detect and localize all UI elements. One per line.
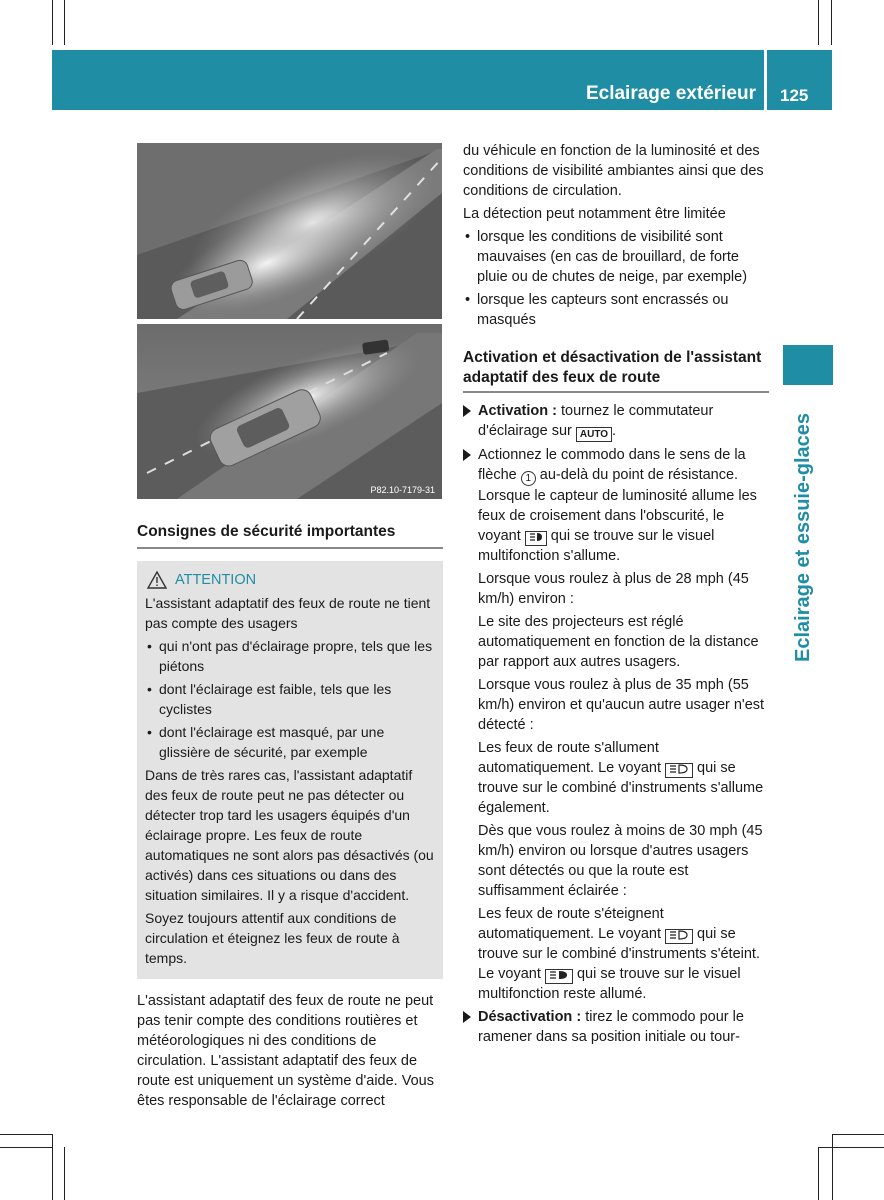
side-tab-label: Eclairage et essuie-glaces (792, 412, 814, 662)
crop-mark (818, 1147, 884, 1148)
body-paragraph: du véhicule en fonction de la luminosité et des conditions de visibilité ambiantes ainsi que des conditions de circulation. (463, 143, 764, 199)
step-label: Désactivation : (478, 1009, 582, 1025)
step-stalk (463, 445, 769, 566)
warning-bullet: • dont l'éclairage est faible, tels que les cyclistes (145, 679, 435, 719)
adaptive-high-beam-icon (525, 531, 547, 546)
crop-mark (52, 1134, 53, 1200)
side-tab-marker (783, 345, 833, 385)
body-paragraph: Lorsque vous roulez à plus de 28 mph (45 km/h) environ : (478, 571, 749, 607)
text-span: qui se trouve sur le combiné d'instruments s'éteint. Le voyant (478, 926, 760, 982)
body-paragraph: Dès que vous roulez à moins de 30 mph (45 km/h) environ ou lorsque d'autres usagers sont détectés ou que la route est suffisamment éclairée : (478, 823, 763, 899)
callout-number: 1 (521, 471, 536, 486)
crop-mark (818, 1147, 819, 1200)
warning-paragraph: Soyez toujours attentif aux conditions de circulation et éteignez les feux de route à temps. (145, 910, 400, 966)
high-beam-icon (665, 929, 693, 944)
page-title: Eclairage extérieur (585, 83, 756, 104)
top-scene (137, 143, 442, 335)
right-column (463, 141, 769, 1050)
warning-bullet: • dont l'éclairage est masqué, par une glissière de sécurité, par exemple (145, 722, 435, 762)
body-paragraph (463, 904, 769, 1004)
header-bar (52, 50, 832, 110)
crop-mark (64, 1147, 65, 1200)
crop-mark (0, 1147, 52, 1148)
text-span: qui se trouve sur le visuel multifonction reste allumé. (478, 966, 741, 1002)
warning-bullet: • qui n'ont pas d'éclairage propre, tels que les piétons (145, 636, 435, 676)
high-beam-icon (665, 763, 693, 778)
left-column (137, 522, 443, 1111)
adaptive-high-beam-icon (545, 969, 573, 984)
adaptive-high-beam-illustration (137, 143, 442, 499)
crop-mark (831, 0, 832, 45)
step-deactivation (463, 1007, 769, 1047)
illustration-code: P82.10-7179-31 (370, 485, 435, 495)
page-number: 125 (780, 86, 809, 105)
crop-mark (64, 0, 65, 45)
crop-mark (818, 0, 819, 45)
warning-box (137, 561, 443, 979)
body-paragraph: Le site des projecteurs est réglé automatiquement en fonction de la distance par rapport aux autres usagers. (478, 614, 759, 670)
warning-triangle-icon (147, 571, 167, 589)
step-text: Actionnez le commodo dans le sens de la flèche (478, 447, 746, 483)
bottom-scene (137, 316, 442, 499)
crop-mark (0, 1134, 52, 1135)
text-span: qui se trouve sur le combiné d'instruments s'allume également. (478, 760, 764, 816)
section-heading: Consignes de sécurité importantes (137, 522, 443, 549)
step-arrow-icon (463, 1011, 471, 1023)
auto-symbol: AUTO (576, 427, 612, 442)
header-divider (764, 50, 767, 110)
crop-mark (832, 1134, 833, 1200)
crop-mark (52, 0, 53, 45)
warning-label: ATTENTION (175, 572, 257, 588)
section-heading: Activation et désactivation de l'assistant adaptatif des feux de route (463, 348, 769, 393)
crop-mark (832, 1134, 884, 1135)
body-paragraph (463, 738, 769, 818)
step-arrow-icon (463, 405, 471, 417)
warning-intro: L'assistant adaptatif des feux de route ne tient pas compte des usagers (145, 595, 431, 631)
body-paragraph: L'assistant adaptatif des feux de route ne peut pas tenir compte des conditions routières et météorologiques ni des conditions de circulation. L'assistant adaptatif des feux de route est uniquement un système d'aide. Vous êtes responsable de l'éclairage correct (137, 993, 434, 1109)
step-text: qui se trouve sur le visuel multifonction s'allume. (478, 528, 715, 564)
step-text: au-delà du point de résistance. Lorsque le capteur de luminosité allume les feux de croisement dans l'obscurité, le voyant (478, 467, 757, 544)
list-item: • lorsque les conditions de visibilité sont mauvaises (en cas de brouillard, de forte pluie ou de chutes de neige, par exemple) (463, 227, 769, 287)
step-activation (463, 401, 769, 442)
step-label: Activation : (478, 403, 557, 419)
warning-header (145, 570, 435, 590)
body-paragraph: La détection peut notamment être limitée (463, 206, 726, 222)
text-span: Les feux de route s'éteignent automatiquement. Le voyant (478, 906, 664, 942)
step-text: tournez le commutateur d'éclairage sur (478, 403, 714, 439)
warning-paragraph: Dans de très rares cas, l'assistant adaptatif des feux de route peut ne pas détecter ou détecter trop tard les usagers équipés d'un éclairage propre. Les feux de route automatiques ne sont alors pas désactivés (ou activés) dans ces situations ou dans des situation similaires. Il y a risque d'accident. (145, 767, 434, 903)
step-arrow-icon (463, 449, 471, 461)
list-item: • lorsque les capteurs sont encrassés ou masqués (463, 290, 769, 330)
text-span: Les feux de route s'allument automatiquement. Le voyant (478, 740, 661, 776)
body-paragraph: Lorsque vous roulez à plus de 35 mph (55 km/h) environ et qu'aucun autre usager n'est détecté : (478, 677, 765, 733)
step-text: . (612, 423, 617, 439)
step-text: tirez le commodo pour le ramener dans sa position initiale ou tour- (478, 1009, 744, 1045)
